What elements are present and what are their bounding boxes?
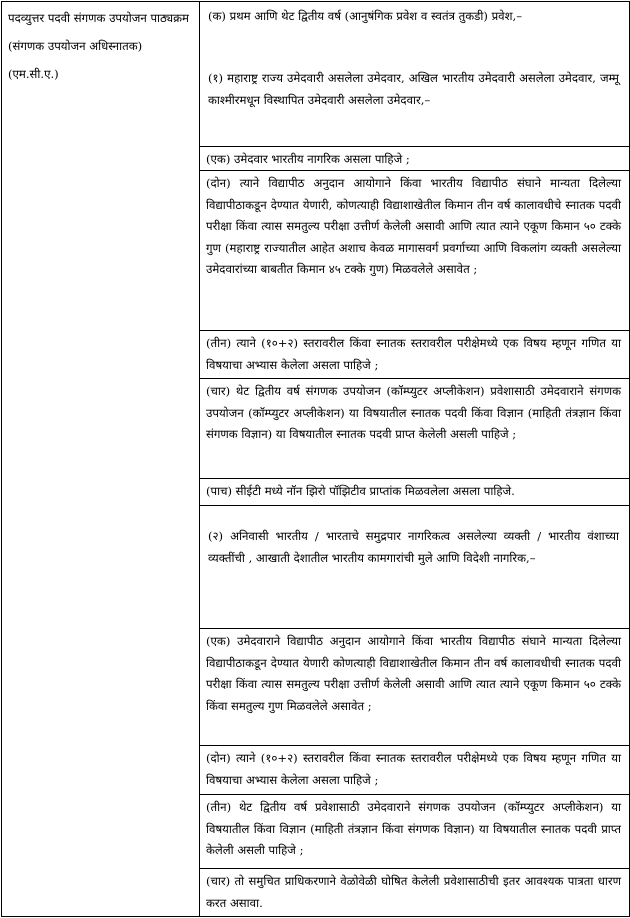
item-text: (पाच) सीईटी मध्ये नॉन झिरो पॉझिटीव प्राप्तांक मिळवलेला असला पाहिजे. [206, 484, 515, 498]
item-text: (एक) उमेदवार भारतीय नागरिक असला पाहिजे ; [206, 152, 410, 166]
item-text: (एक) उमेदवाराने विद्यापीठ अनुदान आयोगाने किंवा भारतीय विद्यापीठ संघाने मान्यता दिलेल्या विद्यापीठाकडून देण्यात येणारी कोणत्याही विद्याशाखेतील किमान तीन वर्ष कालावधीची स्नातक पदवी परीक्षा किंवा त्यास समतुल्य परीक्षा उत्तीर्ण केलेली असावी आणि त्यात त्याने एकूण किमान ५० टक्के किंवा समतुल्य गुण मिळवलेले असावेत ; [206, 634, 621, 713]
section-1-item [200, 170, 629, 283]
course-abbrev: (एम.सी.ए.) [8, 67, 59, 81]
course-title: पदव्युत्तर पदवी संगणक उपयोजन पाठ्यक्रम [8, 11, 189, 25]
item-text: (चार) थेट द्वितीय वर्ष संगणक उपयोजन (कॉम्प्युटर अप्लीकेशन) प्रवेशासाठी उमेदवाराने संगणक उपयोजन (कॉम्प्युटर अप्लीकेशन) या विषयातील स्नातक पदवी किंवा विज्ञान (माहिती तंत्रज्ञान किंवा संगणक विज्ञान) या विषयातील स्नातक पदवी प्राप्त केलेली असली पाहिजे ; [206, 384, 621, 441]
section-2-item [200, 794, 629, 864]
section-2-title: (२) अनिवासी भारतीय / भारताचे समुद्रपार नागरिकत्व असलेल्या व्यक्ती / भारतीय वंशाच्या व्यक्तींची , आखाती देशातील भारतीय कामगारांची मुले आणि विदेशी नागरिक,– [208, 529, 619, 565]
admission-heading-block [200, 6, 629, 28]
document-table [1, 1, 630, 917]
section-2-item [200, 628, 629, 719]
section-1-item [200, 478, 629, 505]
section-1-item [200, 146, 629, 173]
section-1-title: (१) महाराष्ट्र राज्य उमेदवारी असलेला उमेदवार, अखिल भारतीय उमेदवारी असलेला उमेदवार, जम्मू काश्मीरमधून विस्थापित उमेदवारी असलेला उमेदवार,– [208, 71, 619, 107]
item-text: (दोन) त्याने विद्यापीठ अनुदान आयोगाने किंवा भारतीय विद्यापीठ संघाने मान्यता दिलेल्या विद्यापीठाकडून देण्यात येणारी, कोणत्याही विद्याशाखेतील किमान तीन वर्ष कालावधीचे स्नातक पदवी परीक्षा किंवा त्यास समतुल्य परीक्षा उत्तीर्ण केलेली असावी आणि त्यात त्याने एकूण किमान ५० टक्के गुण (महाराष्ट्र राज्यातील आहेत अशाच केवळ मागासवर्ग प्रवर्गाच्या आणि विकलांग व्यक्ती असलेल्या उमेदवारांच्या बाबतीत किमान ४५ टक्के गुण) मिळवलेले असावेत ; [206, 176, 621, 276]
section-2-item [200, 868, 629, 916]
item-text: (तीन) थेट द्वितीय वर्ष प्रवेशासाठी उमेदवाराने संगणक उपयोजन (कॉम्प्युटर अप्लीकेशन) या विषयातील किंवा विज्ञान (माहिती तंत्रज्ञान किंवा संगणक विज्ञान) या विषयातील स्नातक पदवी प्राप्त केलेली असली पाहिजे ; [206, 800, 621, 857]
item-text: (चार) तो समुचित प्राधिकरणाने वेळोवेळी घोषित केलेली प्रवेशासाठीची इतर आवश्यक पात्रता धारण करत असावा. [206, 874, 621, 910]
item-text: (दोन) त्याने (१०+२) स्तरावरील किंवा स्नातक स्तरावरील परीक्षेमध्ये एक विषय म्हणून गणित या विषयाचा अभ्यास केलेला असला पाहिजे ; [206, 751, 621, 787]
section-2-title-block [200, 505, 629, 571]
section-2-item [200, 745, 629, 793]
admission-heading: (क) प्रथम आणि थेट द्वितीय वर्ष (आनुषंगिक प्रवेश व स्वतंत्र तुकडी) प्रवेश,– [208, 9, 522, 23]
course-column [8, 8, 194, 84]
item-text: (तीन) त्याने (१०+२) स्तरावरील किंवा स्नातक स्तरावरील परीक्षेमध्ये एक विषय म्हणून गणित या विषयाचा अभ्यास केलेला असला पाहिजे ; [206, 336, 621, 372]
section-1-item [200, 378, 629, 448]
course-subtitle: (संगणक उपयोजन अधिस्नातक) [8, 39, 143, 53]
section-1-item [200, 330, 629, 378]
section-1-title-block [200, 68, 629, 111]
